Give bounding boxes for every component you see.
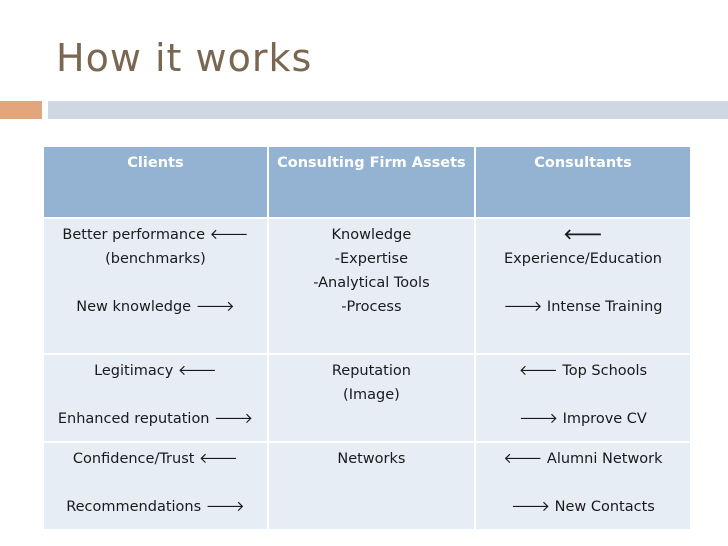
cell-assets — [268, 218, 475, 354]
cell-spacer — [50, 383, 261, 407]
cell-line: New knowledge 🡒 — [76, 299, 235, 315]
cell-consultants — [475, 442, 691, 530]
cell-spacer — [482, 471, 684, 495]
cell-line: Legitimacy 🡐 — [94, 363, 217, 379]
title-underline-bar — [48, 101, 728, 119]
title-accent-bar — [0, 101, 42, 119]
left-arrow-icon: 🡐 — [563, 227, 603, 243]
cell-clients — [43, 354, 268, 442]
cell-spacer — [482, 271, 684, 295]
cell-line: -Expertise — [334, 251, 409, 267]
header-row — [43, 146, 691, 218]
cell-line: Experience/Education — [504, 251, 662, 267]
table-row — [43, 354, 691, 442]
cell-line: (benchmarks) — [105, 251, 206, 267]
cell-line: Networks — [337, 451, 406, 467]
cell-line: Better performance 🡐 — [62, 227, 249, 243]
cell-line: 🡐 Top Schools — [518, 363, 648, 379]
cell-line: Recommendations 🡒 — [66, 499, 245, 515]
cell-spacer — [50, 271, 261, 295]
cell-line: Enhanced reputation 🡒 — [57, 411, 253, 427]
slide-title: How it works — [56, 36, 313, 80]
cell-spacer — [482, 383, 684, 407]
cell-consultants — [475, 354, 691, 442]
cell-line: 🡒 New Contacts — [511, 499, 655, 515]
table-row — [43, 218, 691, 354]
header-firm-assets: Consulting Firm Assets — [268, 146, 475, 218]
header-clients: Clients — [43, 146, 268, 218]
cell-line: 🡒 Intense Training — [503, 299, 663, 315]
header-consultants: Consultants — [475, 146, 691, 218]
cell-line: Confidence/Trust 🡐 — [72, 451, 238, 467]
cell-consultants — [475, 218, 691, 354]
cell-line: Reputation — [331, 363, 411, 379]
cell-spacer — [50, 471, 261, 495]
cell-line: Knowledge — [331, 227, 412, 243]
table-row — [43, 442, 691, 530]
cell-assets — [268, 354, 475, 442]
cell-clients — [43, 218, 268, 354]
cell-line: -Process — [341, 299, 402, 315]
cell-assets — [268, 442, 475, 530]
cell-line: 🡐 Alumni Network — [503, 451, 663, 467]
how-it-works-table — [42, 145, 692, 531]
cell-line: (Image) — [343, 387, 400, 403]
cell-line: 🡒 Improve CV — [519, 411, 647, 427]
cell-line: -Analytical Tools — [313, 275, 430, 291]
cell-clients — [43, 442, 268, 530]
